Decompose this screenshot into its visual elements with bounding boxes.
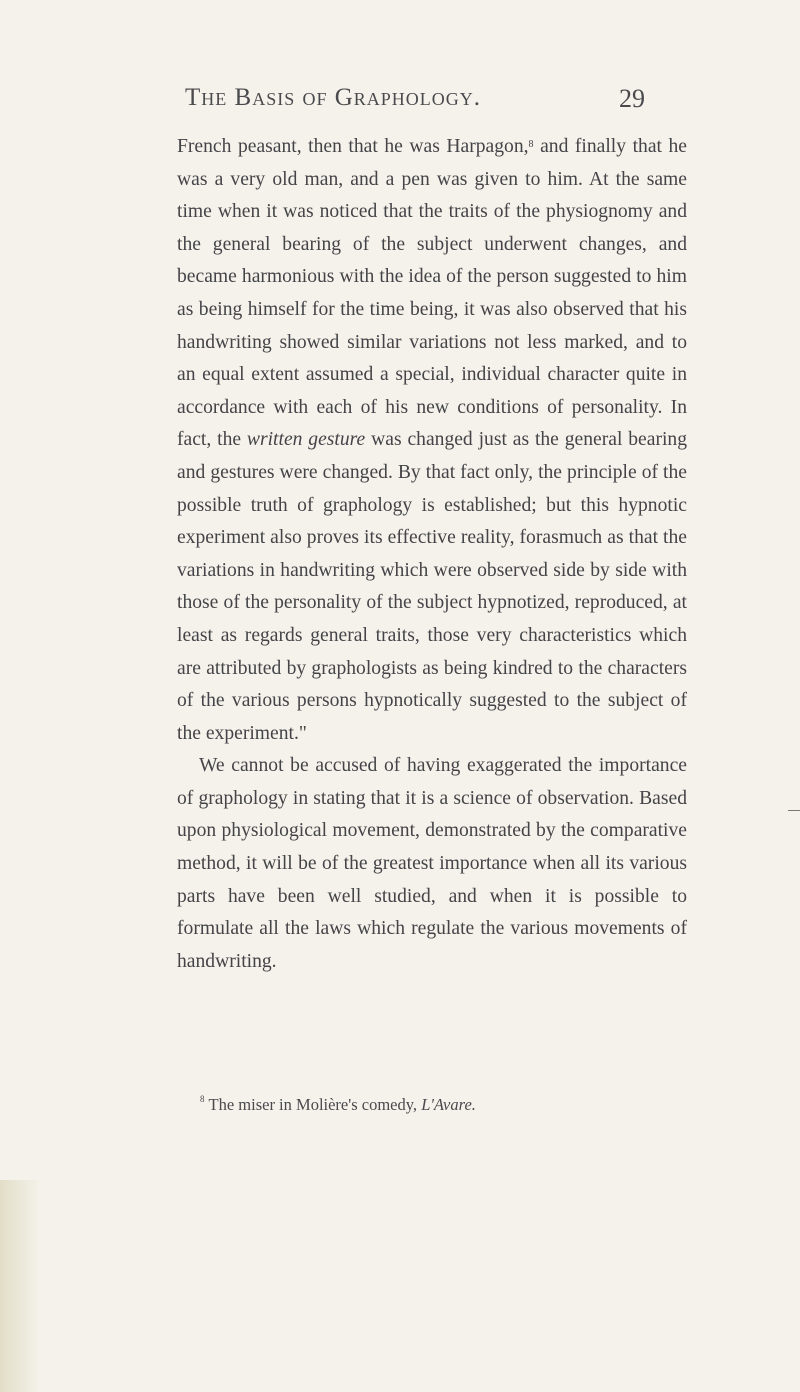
running-title: The Basis of Graphology. [185, 84, 482, 111]
footnote-work-title: L'Avare. [421, 1095, 476, 1114]
paragraph-1-text-b: and finally that he was a very old man, and a pen was given to him. At the same time when it was noticed that the traits of the physiognomy and the general bearing of the subject underwent changes, and became harmonious with the idea of the person suggested to him as being himself for the time being, it was also observed that his handwriting showed similar variations not less marked, and to an equal extent assumed a special, individual character quite in accordance with each of his new conditions of personality. In fact, the [177, 136, 687, 451]
footnote [200, 1095, 680, 1115]
paragraph-1-text-c: was changed just as the general bearing and gestures were changed. By that fact only, the principle of the possible truth of graphology is established; but this hypnotic experiment also proves its effective reality, forasmuch as that the variations in handwriting which were observed side by side with those of the personality of the subject hypnotized, reproduced, at least as regards general traits, those very characteristics which are attributed by graphologists as being kindred to the characters of the various persons hypnotically suggested to the subject of the experiment." [177, 429, 688, 744]
page-number: 29 [619, 84, 645, 113]
emphasis-written-gesture: written gesture [246, 429, 366, 451]
footnote-reference: 8 [528, 139, 534, 150]
body-text [177, 131, 687, 978]
footnote-mark: 8 [200, 1094, 205, 1104]
paragraph-1 [177, 131, 687, 750]
paragraph-2: We cannot be accused of having exaggerated the importance of graphology in stating that it is a science of observation. Based upon physiological movement, demonstrated by the comparative method, it will be of the greatest importance when all its various parts have been well studied, and when it is possible to formulate all the laws which regulate the various movements of handwriting. [177, 755, 687, 972]
page-edge-shadow [0, 1180, 40, 1392]
running-header [185, 84, 645, 120]
footnote-text: The miser in Molière's comedy, [208, 1095, 422, 1114]
margin-mark [788, 810, 800, 811]
paragraph-1-text-a: French peasant, then that he was Harpagon, [177, 136, 529, 157]
